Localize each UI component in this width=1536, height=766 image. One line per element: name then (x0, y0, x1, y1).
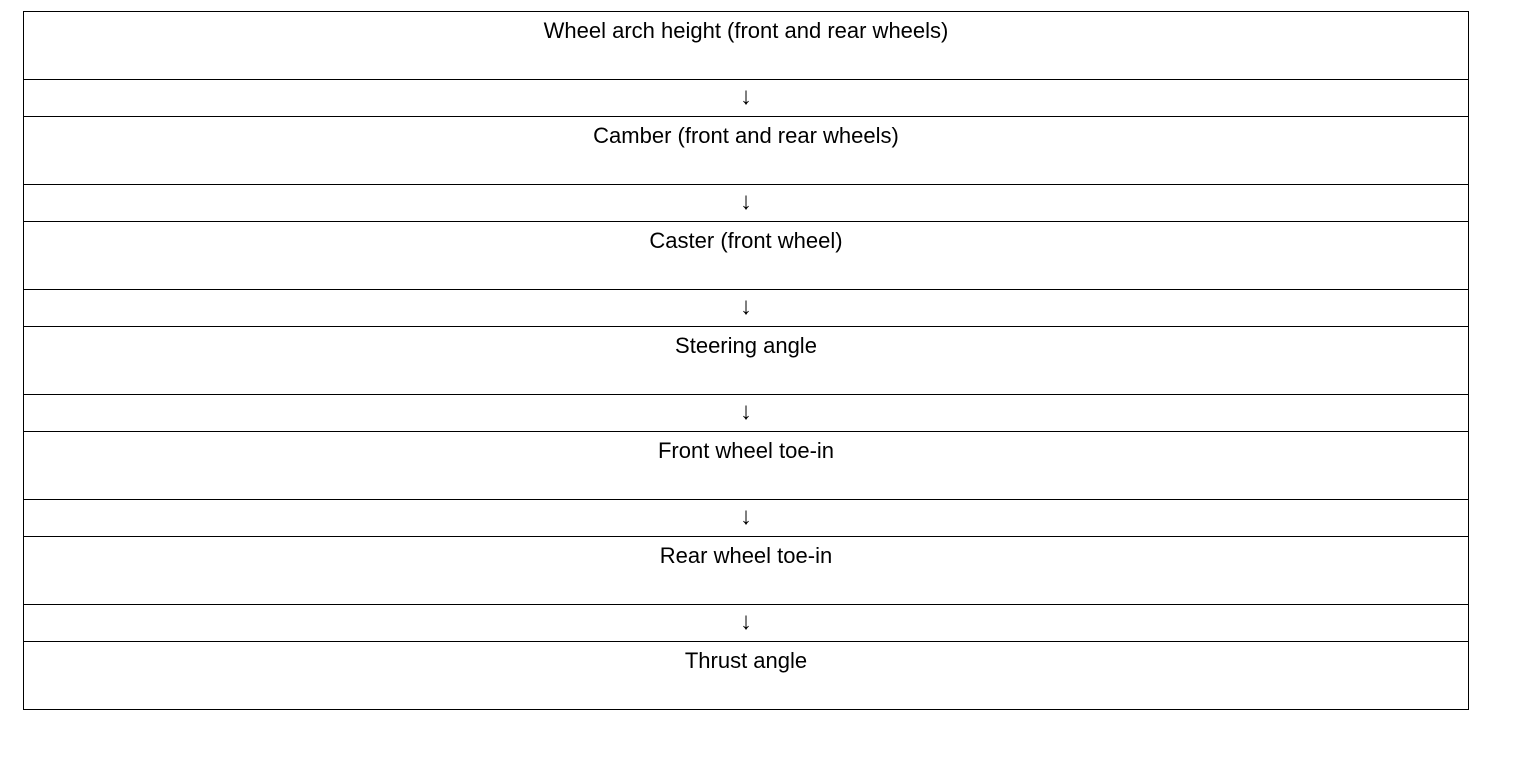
flow-arrow-row (24, 290, 1469, 327)
flow-step-row (24, 432, 1469, 500)
flow-step-label: Rear wheel toe-in (659, 543, 833, 568)
flow-step-camber (24, 117, 1469, 185)
flow-step-thrust-angle (24, 642, 1469, 710)
flow-step-row (24, 222, 1469, 290)
flow-step-label: Caster (front wheel) (649, 228, 843, 253)
adjustment-sequence-flow (23, 11, 1469, 710)
flow-step-steering-angle (24, 327, 1469, 395)
flow-arrow-row (24, 395, 1469, 432)
flow-step-label: Steering angle (675, 333, 817, 358)
flow-step-row (24, 642, 1469, 710)
flow-arrow-row (24, 605, 1469, 642)
down-arrow-icon: ↓ (24, 290, 1469, 327)
flow-step-row (24, 327, 1469, 395)
flow-step-row (24, 117, 1469, 185)
flow-arrow-row (24, 80, 1469, 117)
flow-step-label: Wheel arch height (front and rear wheels) (543, 18, 949, 43)
flow-step-caster (24, 222, 1469, 290)
flow-step-rear-wheel-toe-in (24, 537, 1469, 605)
down-arrow-icon: ↓ (24, 185, 1469, 222)
flow-step-row (24, 537, 1469, 605)
flow-step-front-wheel-toe-in (24, 432, 1469, 500)
flow-step-label: Front wheel toe-in (657, 438, 835, 463)
flow-step-wheel-arch-height (24, 12, 1469, 80)
down-arrow-icon: ↓ (24, 605, 1469, 642)
flow-arrow-row (24, 500, 1469, 537)
down-arrow-icon: ↓ (24, 80, 1469, 117)
flow-arrow-row (24, 185, 1469, 222)
flow-step-label: Camber (front and rear wheels) (593, 123, 899, 148)
flow-step-row (24, 12, 1469, 80)
flow-step-label: Thrust angle (684, 648, 808, 673)
down-arrow-icon: ↓ (24, 500, 1469, 537)
down-arrow-icon: ↓ (24, 395, 1469, 432)
